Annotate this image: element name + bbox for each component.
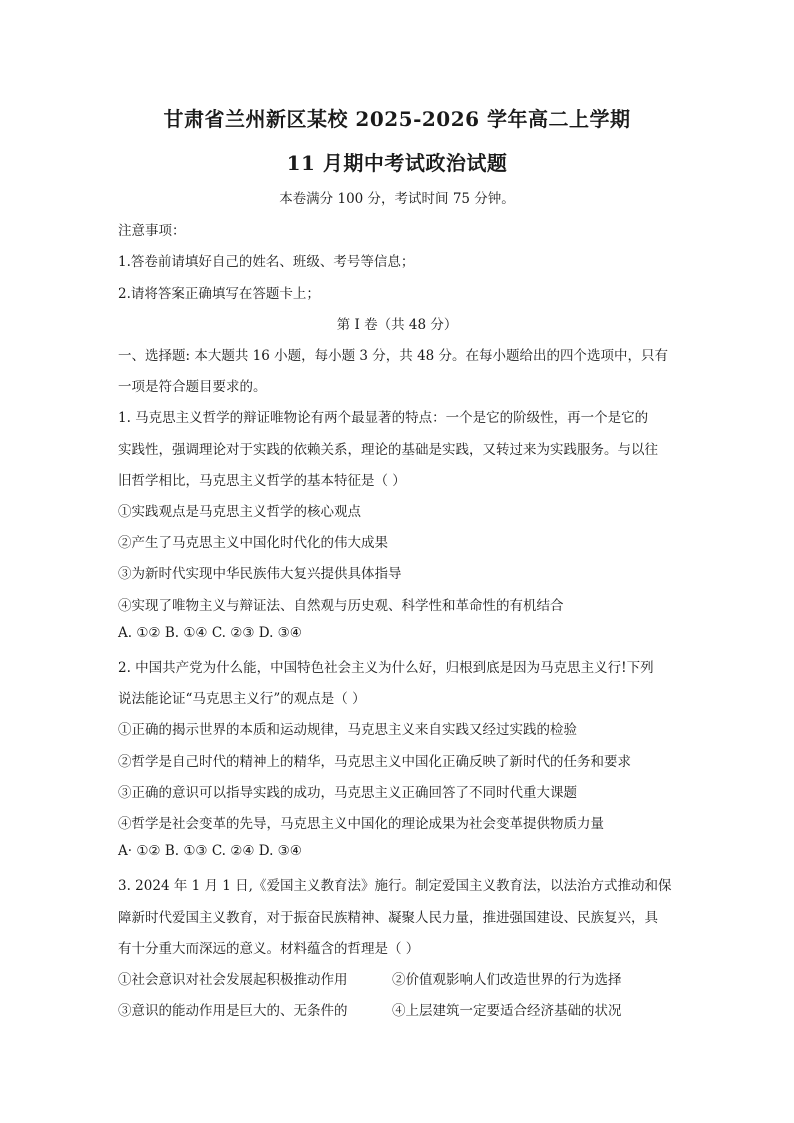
q2-option-3: ③正确的意识可以指导实践的成功，马克思主义正确回答了不同时代重大课题 [118, 785, 577, 801]
q3-option-3: ③意识的能动作用是巨大的、无条件的 [118, 1003, 348, 1019]
exam-title-line-2: 11 月期中考试政治试题 [286, 151, 508, 175]
q3-stem-line-2: 障新时代爱国主义教育，对于振奋民族精神、凝聚人民力量，推进强国建设、民族复兴，具 [118, 910, 658, 926]
instructions-line-2: 一项是符合题目要求的。 [118, 379, 267, 395]
notes-heading: 注意事项： [118, 223, 186, 239]
q1-option-1: ①实践观点是马克思主义哲学的核心观点 [118, 504, 361, 520]
q3-stem-line-3: 有十分重大而深远的意义。材料蕴含的哲理是（ ） [118, 941, 420, 957]
q1-option-2: ②产生了马克思主义中国化时代化的伟大成果 [118, 535, 388, 551]
notes-item-1: 1.答卷前请填好自己的姓名、班级、考号等信息； [118, 254, 415, 270]
section-title: 第 I 卷（共 48 分） [336, 317, 458, 333]
q3-option-2: ②价值观影响人们改造世界的行为选择 [392, 972, 622, 988]
notes-item-2: 2.请将答案正确填写在答题卡上； [118, 286, 320, 302]
q1-stem-line-1: 1. 马克思主义哲学的辩证唯物论有两个最显著的特点：一个是它的阶级性，再一个是它的 [118, 410, 649, 426]
q1-option-3: ③为新时代实现中华民族伟大复兴提供具体指导 [118, 566, 402, 582]
q1-stem-line-3: 旧哲学相比，马克思主义哲学的基本特征是（ ） [118, 473, 406, 489]
q3-options-row-2 [118, 999, 678, 1019]
q1-choices: A. ①② B. ①④ C. ②③ D. ③④ [118, 625, 302, 641]
q2-option-1: ①正确的揭示世界的本质和运动规律，马克思主义来自实践又经过实践的检验 [118, 722, 577, 738]
q1-stem-line-2: 实践性，强调理论对于实践的依赖关系，理论的基础是实践，又转过来为实践服务。与以往 [118, 442, 658, 458]
q2-option-2: ②哲学是自己时代的精神上的精华，马克思主义中国化正确反映了新时代的任务和要求 [118, 754, 631, 770]
exam-title-line-1: 甘肃省兰州新区某校 2025-2026 学年高二上学期 [163, 107, 631, 131]
instructions-line-1: 一、选择题: 本大题共 16 小题，每小题 3 分，共 48 分。在每小题给出的四个选项中，只有 [118, 348, 669, 364]
q3-option-4: ④上层建筑一定要适合经济基础的状况 [392, 1003, 622, 1019]
q1-option-4: ④实现了唯物主义与辩证法、自然观与历史观、科学性和革命性的有机结合 [118, 598, 564, 614]
q3-option-1: ①社会意识对社会发展起积极推动作用 [118, 972, 348, 988]
q2-choices: A· ①② B. ①③ C. ②④ D. ③④ [118, 843, 302, 859]
exam-info: 本卷满分 100 分，考试时间 75 分钟。 [279, 191, 515, 207]
q3-options-row-1 [118, 968, 678, 988]
q2-stem-line-2: 说法能论证“马克思主义行”的观点是（ ） [118, 691, 366, 707]
q2-stem-line-1: 2. 中国共产党为什么能，中国特色社会主义为什么好，归根到底是因为马克思主义行!下列 [118, 660, 654, 676]
q3-stem-line-1: 3. 2024 年 1 月 1 日,《爱国主义教育法》施行。制定爱国主义教育法，以法治方式推动和保 [118, 878, 672, 894]
q2-option-4: ④哲学是社会变革的先导，马克思主义中国化的理论成果为社会变革提供物质力量 [118, 816, 604, 832]
